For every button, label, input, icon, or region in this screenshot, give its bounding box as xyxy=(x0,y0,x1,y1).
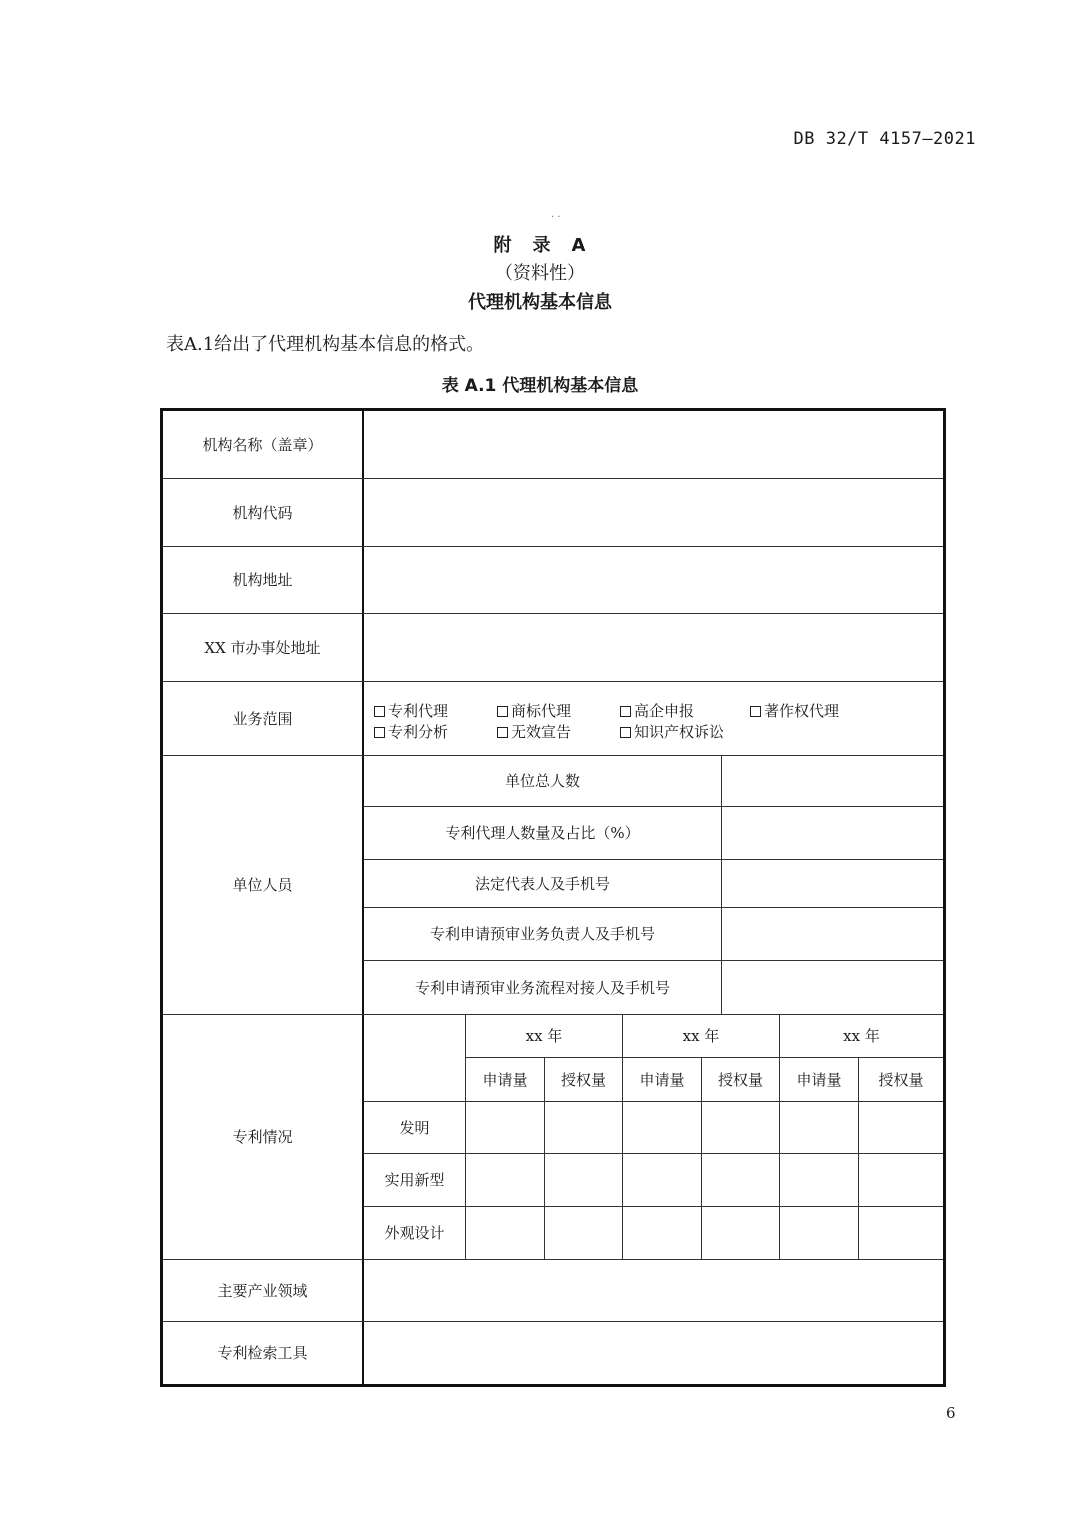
label-business-scope: 业务范围 xyxy=(232,709,293,728)
patent-subcol-header: 申请量 xyxy=(796,1070,842,1089)
patent-type-label: 发明 xyxy=(399,1118,430,1137)
field-org-code[interactable] xyxy=(364,478,943,546)
patent-subcol-header: 授权量 xyxy=(560,1070,606,1089)
patent-subcol-header: 申请量 xyxy=(639,1070,685,1089)
scope-option-label: 无效宣告 xyxy=(511,723,572,741)
checkbox[interactable] xyxy=(620,706,631,717)
label-office-address: XX 市办事处地址 xyxy=(204,638,321,657)
staff-item: 专利申请预审业务流程对接人及手机号 xyxy=(414,978,670,997)
annex-title-part: 附 xyxy=(493,235,513,256)
table-caption: 表 A.1 代理机构基本信息 xyxy=(441,376,639,396)
page-number: 6 xyxy=(946,1404,956,1422)
scope-option[interactable] xyxy=(620,700,694,721)
staff-item: 法定代表人及手机号 xyxy=(474,874,610,893)
checkbox[interactable] xyxy=(497,706,508,717)
label-org-code: 机构代码 xyxy=(232,503,293,522)
scope-option-label: 商标代理 xyxy=(511,702,572,720)
scope-option[interactable] xyxy=(497,721,571,742)
patent-year-header: xx 年 xyxy=(525,1027,563,1045)
scope-option[interactable] xyxy=(497,700,571,721)
label-patents: 专利情况 xyxy=(232,1128,293,1146)
standard-code: DB 32/T 4157—2021 xyxy=(793,129,976,149)
staff-item: 专利申请预审业务负责人及手机号 xyxy=(429,925,655,943)
scope-option[interactable] xyxy=(750,700,839,721)
field-search-tool[interactable] xyxy=(364,1321,943,1384)
staff-item: 专利代理人数量及占比（%） xyxy=(445,824,640,842)
field-industry[interactable] xyxy=(364,1259,943,1321)
checkbox[interactable] xyxy=(750,706,761,717)
patent-subcol-header: 授权量 xyxy=(717,1070,763,1089)
scope-option-label: 专利分析 xyxy=(388,723,449,741)
scope-option-label: 专利代理 xyxy=(388,702,449,720)
scope-option[interactable] xyxy=(374,700,448,721)
patent-year-header: xx 年 xyxy=(843,1027,880,1045)
checkbox[interactable] xyxy=(620,727,631,738)
annex-title xyxy=(0,231,1080,257)
divider xyxy=(721,755,722,1014)
field-org-address[interactable] xyxy=(364,546,943,613)
label-org-name: 机构名称（盖章） xyxy=(202,436,323,454)
field-org-name[interactable] xyxy=(364,411,943,478)
patent-year-header: xx 年 xyxy=(682,1027,720,1045)
label-org-address: 机构地址 xyxy=(232,571,293,589)
checkbox[interactable] xyxy=(374,706,385,717)
scope-option[interactable] xyxy=(374,721,448,742)
agency-info-table xyxy=(160,408,946,1387)
patent-type-label: 实用新型 xyxy=(384,1171,445,1189)
patent-subcol-header: 申请量 xyxy=(482,1070,528,1089)
label-industry: 主要产业领域 xyxy=(217,1281,308,1300)
staff-item: 单位总人数 xyxy=(504,772,580,790)
business-scope-options xyxy=(374,700,934,748)
annex-nature: （资料性） xyxy=(495,263,585,284)
label-search-tool: 专利检索工具 xyxy=(217,1344,308,1362)
decorative-dots: · · xyxy=(551,212,561,223)
patent-type-label: 外观设计 xyxy=(384,1224,445,1242)
scope-option-label: 高企申报 xyxy=(634,702,695,720)
label-staff: 单位人员 xyxy=(232,876,293,894)
scope-option-label: 著作权代理 xyxy=(764,702,840,720)
patent-subcol-header: 授权量 xyxy=(878,1070,924,1089)
annex-title-part: A xyxy=(571,235,587,256)
intro-text: 表A.1给出了代理机构基本信息的格式。 xyxy=(166,334,485,355)
scope-option-label: 知识产权诉讼 xyxy=(634,723,725,741)
field-office-address[interactable] xyxy=(364,613,943,681)
scope-option[interactable] xyxy=(620,721,724,742)
annex-name: 代理机构基本信息 xyxy=(468,292,612,313)
checkbox[interactable] xyxy=(374,727,385,738)
checkbox[interactable] xyxy=(497,727,508,738)
annex-title-part: 录 xyxy=(532,235,552,256)
